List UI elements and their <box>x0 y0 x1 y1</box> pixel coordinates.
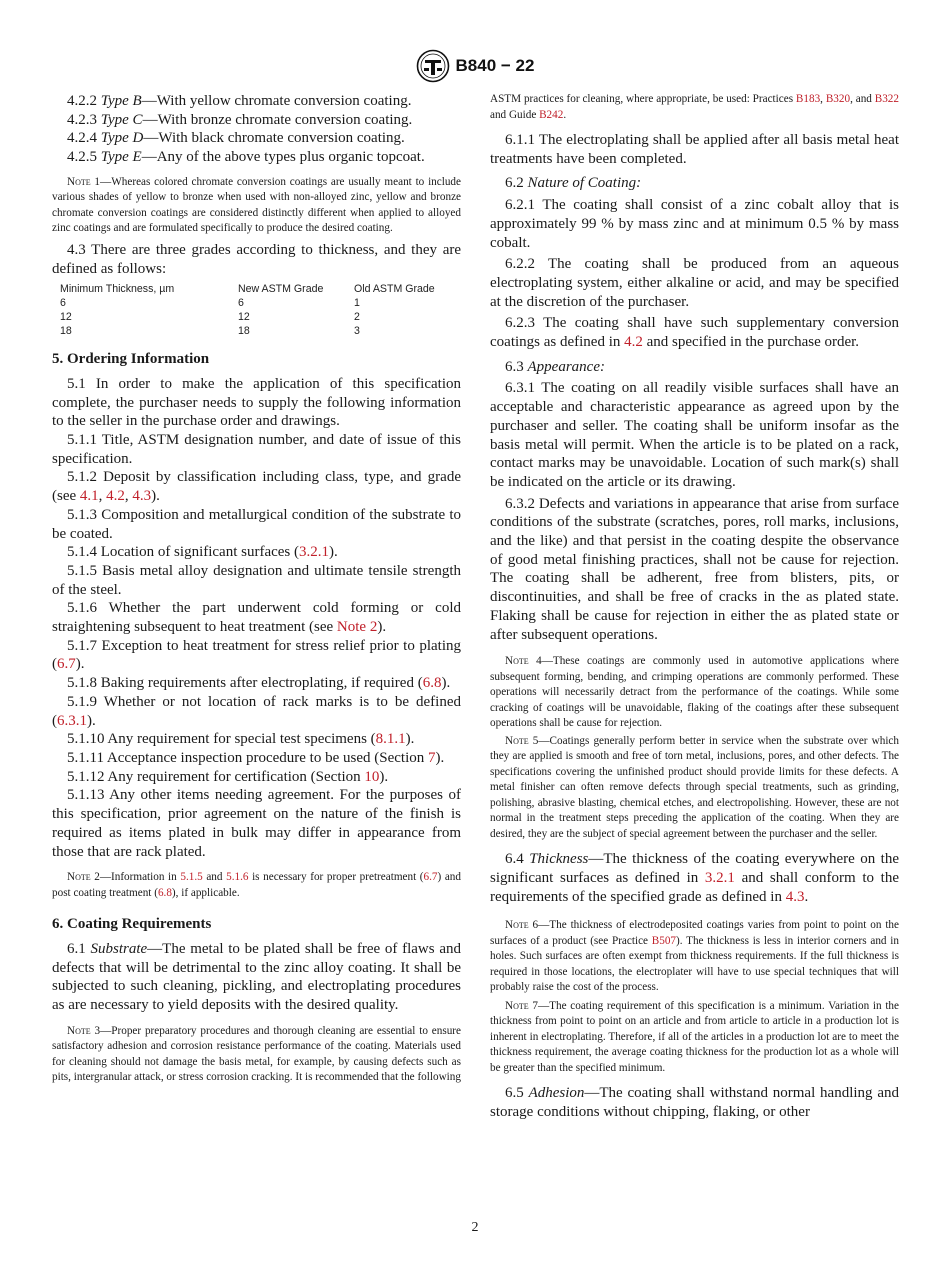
document-designation: B840 − 22 <box>455 56 535 75</box>
page-header <box>0 48 950 84</box>
paragraph-5-1-7: 5.1.7 Exception to heat treatment for stress relief prior to plating (6.7). <box>52 637 461 673</box>
grade-table <box>60 282 454 338</box>
xref-link[interactable]: 8.1.1 <box>375 731 406 748</box>
xref-link[interactable]: 6.8 <box>422 675 442 692</box>
xref-link[interactable]: B183 <box>795 93 821 105</box>
type-c-item: 4.2.3 Type C—With bronze chromate conversion coating. <box>67 111 413 128</box>
note-1: Note 1—Whereas colored chromate conversion coatings are usually meant to include various shades of yellow to bronze when used with non-alloyed zinc, yellow and bronze chromate conversion coatings are considered distinctly different when applied to alloyed zinc coatings and are formulated specifically to produce the desired coating. <box>52 175 461 235</box>
paragraph-5-1-9: 5.1.9 Whether or not location of rack marks is to be defined (6.3.1). <box>52 693 461 729</box>
note-4: Note 4—These coatings are commonly used in automotive applications where subsequent forming, bending, and crimping operations are commonly performed. These operations will necessarily detract from the performance of the coatings. While some cracking of coatings will be unavoidable, flaking of the coatings after these subsequent operations shall be cause for rejection. <box>490 655 899 730</box>
paragraph-5-1-11: 5.1.11 Acceptance inspection procedure to be used (Section 7). <box>67 749 445 766</box>
xref-link[interactable]: 4.3 <box>132 488 152 505</box>
table-row <box>60 310 454 324</box>
paragraph-5-1-2: 5.1.2 Deposit by classification including class, type, and grade (see 4.1, 4.2, 4.3). <box>52 469 461 505</box>
paragraph-5-1-1: 5.1.1 Title, ASTM designation number, and date of issue of this specification. <box>52 432 461 467</box>
left-column <box>52 92 461 1086</box>
grade-cell: 3 <box>354 325 360 338</box>
grade-header-cell: Minimum Thickness, µm <box>60 283 175 296</box>
paragraph-6-5: 6.5 Adhesion—The coating shall withstand normal handling and storage conditions without chipping, flaking, or other <box>490 1085 899 1121</box>
paragraph-6-3-1: 6.3.1 The coating on all readily visible surfaces shall have an acceptable and characteristic appearance as agreed upon by the purchaser and seller. The coating shall be uniform insofar as the basis metal will permit. When the article is to be plated on a rack, contact marks may be unavoidable. Location of such mark(s) shall be indicated on the article or its drawing. <box>490 380 899 490</box>
astm-logo-icon <box>416 49 450 83</box>
right-column <box>490 92 899 1122</box>
xref-link[interactable]: 6.8 <box>157 886 172 899</box>
paragraph-5-1-4: 5.1.4 Location of significant surfaces (3.2.1). <box>67 544 338 561</box>
paragraph-6-3-2: 6.3.2 Defects and variations in appearance that arise from surface conditions of the substrate (scratches, pores, roll marks, inclusions, and the like) and that persist in the coating despite the observance of good metal finishing practices, shall not be cause for rejection. The coating shall be adherent, free from blisters, pits, or discontinuities, and shall be free of cracks in the as plated state. Flaking shall be cause for rejection in either the as plated state or after subsequent operations. <box>490 495 899 643</box>
grade-cell: 2 <box>354 311 360 324</box>
xref-link[interactable]: 6.7 <box>57 656 76 673</box>
grade-cell: 18 <box>238 325 250 338</box>
paragraph-5-1-6: 5.1.6 Whether the part underwent cold forming or cold straightening subsequent to heat treatment (see Note 2). <box>52 600 461 636</box>
paragraph-5-1-13: 5.1.13 Any other items needing agreement. For the purposes of this specification, prior agreement on the nature of the finish is required as items plated in bulk may differ in appearance from those that are rack plated. <box>52 787 461 860</box>
xref-link[interactable]: 3.2.1 <box>299 544 330 561</box>
grade-cell: 12 <box>60 311 72 324</box>
xref-link[interactable]: 6.3.1 <box>57 712 87 729</box>
xref-link[interactable]: Note 2 <box>336 619 378 636</box>
xref-link[interactable]: 4.1 <box>79 488 99 505</box>
note-7: Note 7—The coating requirement of this specification is a minimum. Variation in the thickness from point to point on an article and from article to article in a production lot is inherent in electroplating. Therefore, if all of the articles in a production lot are to meet the thickness requirement, the average coating thickness for the production lot as a whole will be greater than the specified minimum. <box>490 999 899 1074</box>
xref-link[interactable]: B242 <box>539 108 564 121</box>
xref-link[interactable]: 5.1.6 <box>226 871 249 884</box>
grade-cell: 18 <box>60 325 72 338</box>
section-6-heading: 6. Coating Requirements <box>52 916 212 933</box>
xref-link[interactable]: 5.1.5 <box>180 871 203 884</box>
note-5: Note 5—Coatings generally perform better in service when the substrate over which they are applied is smooth and free of torn metal, inclusions, pores, and other defects. The specifications covering the unfinished product should provide limits for these defects. A metal finisher can often remove defects through special treatments, such as grinding, polishing, abrasive blasting, chemical etches, and electropolishing. However, these are not normal in the treatment steps preceding the application of the coating. When they are desired, they are the subject of special agreement between the purchaser and the seller. <box>490 734 899 840</box>
xref-link[interactable]: B507 <box>651 934 677 947</box>
paragraph-5-1-5: 5.1.5 Basis metal alloy designation and ultimate tensile strength of the steel. <box>52 562 461 598</box>
paragraph-6-3: 6.3 Appearance: <box>505 358 605 375</box>
type-d-item: 4.2.4 Type D—With black chromate conversion coating. <box>67 130 405 147</box>
paragraph-5-1-12: 5.1.12 Any requirement for certification (Section 10). <box>67 768 389 785</box>
page-number: 2 <box>471 1220 479 1235</box>
note-2: Note 2—Information in 5.1.5 and 5.1.6 is necessary for proper pretreatment (6.7) and post coating treatment (6.8), if applicable. <box>52 871 461 899</box>
paragraph-5-1-10: 5.1.10 Any requirement for special test specimens (8.1.1). <box>67 731 415 748</box>
type-e-item: 4.2.5 Type E—Any of the above types plus organic topcoat. <box>67 149 425 166</box>
grade-cell: 6 <box>60 297 66 310</box>
xref-link[interactable]: 6.7 <box>423 871 438 884</box>
paragraph-6-2-2: 6.2.2 The coating shall be produced from an aqueous electroplating system, either alkaline or acid, and may be specified at the discretion of the purchaser. <box>490 256 899 310</box>
paragraph-6-2-3: 6.2.3 The coating shall have such supplementary conversion coatings as defined in 4.2 and specified in the purchase order. <box>490 315 899 351</box>
grade-cell: 12 <box>238 311 250 324</box>
paragraph-6-2: 6.2 Nature of Coating: <box>505 175 642 192</box>
paragraph-6-2-1: 6.2.1 The coating shall consist of a zinc cobalt alloy that is approximately 99 % by mass zinc and at minimum 0.5 % by mass cobalt. <box>490 197 899 251</box>
section-5-heading: 5. Ordering Information <box>52 351 210 368</box>
paragraph-5-1-8: 5.1.8 Baking requirements after electroplating, if required (6.8). <box>67 675 451 692</box>
paragraph-5-1-3: 5.1.3 Composition and metallurgical condition of the substrate to be coated. <box>52 506 461 542</box>
grade-table-header <box>60 282 454 296</box>
paragraph-6-1: 6.1 Substrate—The metal to be plated shall be free of flaws and defects that will be detrimental to the zinc alloy coating. It shall be subjected to such cleaning, pickling, and electroplating procedures as are necessary to yield deposits with the desired quality. <box>52 940 461 1014</box>
table-row <box>60 296 454 310</box>
grade-cell: 6 <box>238 297 244 310</box>
type-b-item: 4.2.2 Type B—With yellow chromate conversion coating. <box>67 93 412 109</box>
grade-cell: 1 <box>354 297 360 310</box>
paragraph-5-1: 5.1 In order to make the application of this specification complete, the purchaser needs to supply the following information to the seller in the purchase order and drawings. <box>52 375 461 430</box>
xref-link[interactable]: 7 <box>428 749 436 766</box>
note-3-continued: ASTM practices for cleaning, where appropriate, be used: Practices B183, B320, and B322 and Guide B242. <box>490 93 899 121</box>
paragraph-4-3: 4.3 There are three grades according to thickness, and they are defined as follows: <box>52 241 461 277</box>
note-3: Note 3—Proper preparatory procedures and thorough cleaning are essential to ensure satisfactory adhesion and corrosion resistance performance of the coating. Materials used for cleaning should not damage the basis metal, for example, by causing defects such as pits, intergranular attack, or stress corrosion cracking. It is recommended that the following <box>52 1024 461 1084</box>
grade-header-cell: New ASTM Grade <box>238 283 324 296</box>
grade-header-cell: Old ASTM Grade <box>354 283 435 296</box>
paragraph-6-1-1: 6.1.1 The electroplating shall be applied after all basis metal heat treatments have been completed. <box>490 132 899 167</box>
note-6: Note 6—The thickness of electrodeposited coatings varies from point to point on the surfaces of a product (see Practice B507). The thickness is less in interior corners and in holes. Such surfaces are often exempt from thickness requirements. If the full thickness is required in those locations, the electroplater will have to use special techniques that will probably raise the cost of the process. <box>490 919 899 994</box>
table-row <box>60 324 454 338</box>
xref-link[interactable]: 4.3 <box>785 888 805 905</box>
xref-link[interactable]: 10 <box>364 768 380 785</box>
paragraph-6-4: 6.4 Thickness—The thickness of the coating everywhere on the significant surfaces as defined in 3.2.1 and shall conform to the requirements of the specified grade as defined in 4.3. <box>490 851 899 905</box>
xref-link[interactable]: 3.2.1 <box>704 869 735 886</box>
xref-link[interactable]: B320 <box>825 93 851 105</box>
xref-link[interactable]: 4.2 <box>624 334 643 351</box>
xref-link[interactable]: 4.2 <box>106 488 125 505</box>
xref-link[interactable]: B322 <box>874 93 899 105</box>
